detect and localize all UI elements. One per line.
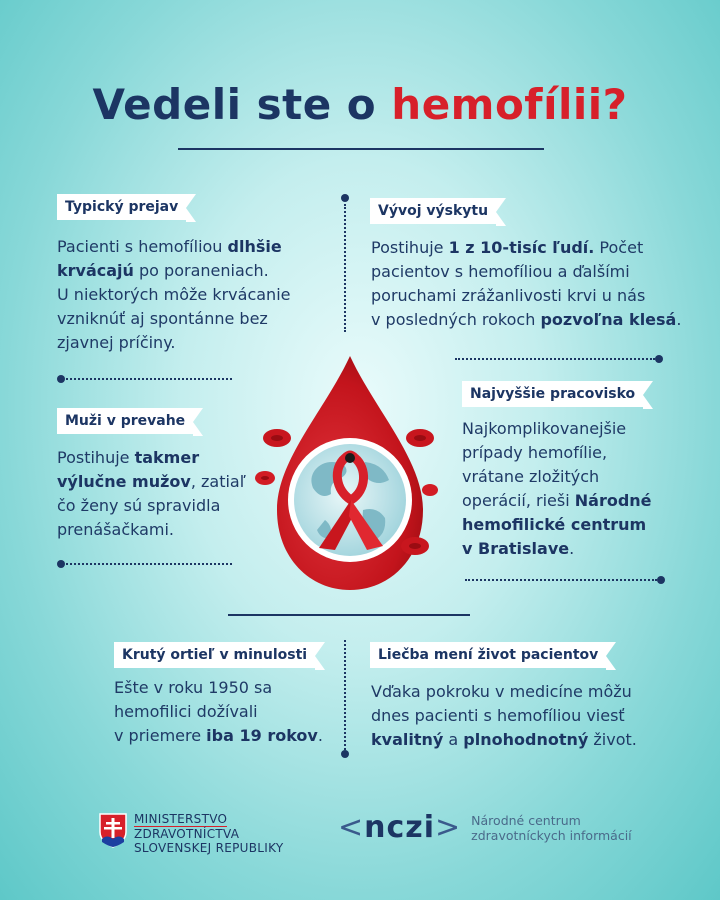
dotted-divider-vertical — [344, 640, 346, 750]
nczi-wordmark: <nczi> — [338, 810, 462, 845]
text-muzi-v-prevahe: Postihuje takmer výlučne mužov, zatiaľ čo ženy sú spravidla prenášačkami. — [57, 448, 246, 539]
label-kruty-ortiel: Krutý ortieľ v minulosti — [114, 642, 315, 668]
title-underline — [178, 148, 544, 150]
blood-drop-globe-ribbon-icon — [255, 350, 445, 600]
dotted-divider — [66, 378, 232, 380]
slovak-coat-of-arms-icon — [98, 812, 128, 848]
divider-dot — [341, 194, 349, 202]
label-liecba: Liečba mení život pacientov — [370, 642, 606, 668]
divider-dot — [57, 375, 65, 383]
section-divider — [228, 614, 470, 616]
ministry-name: MINISTERSTVO ZDRAVOTNÍCTVA SLOVENSKEJ REPUBLIKY — [134, 812, 284, 855]
dotted-divider — [66, 563, 232, 565]
text-liecba: Vďaka pokroku v medicíne môžu dnes pacienti s hemofíliou viesť kvalitný a plnohodnotný život. — [371, 682, 637, 749]
divider-dot — [657, 576, 665, 584]
ministry-logo — [98, 812, 283, 855]
dotted-divider-vertical — [344, 204, 346, 332]
divider-dot — [341, 750, 349, 758]
text-najvyssie-pracovisko: Najkomplikovanejšie prípady hemofílie, vrátane zložitých operácií, rieši Národné hemofilické centrum v Bratislave. — [462, 419, 652, 558]
label-typicky-prejav: Typický prejav — [57, 194, 186, 220]
divider-dot — [57, 560, 65, 568]
title-part-1: Vedeli ste o — [92, 80, 392, 129]
label-najvyssie-pracovisko: Najvyššie pracovisko — [462, 381, 643, 407]
title-part-2: hemofílii? — [391, 80, 628, 129]
text-typicky-prejav: Pacienti s hemofíliou dlhšie krvácajú po poraneniach. U niektorých môže krvácanie vzniknúť aj spontánne bez zjavnej príčiny. — [57, 237, 291, 352]
dotted-divider — [455, 358, 655, 360]
dotted-divider — [465, 579, 657, 581]
label-muzi-v-prevahe: Muži v prevahe — [57, 408, 193, 434]
divider-dot — [655, 355, 663, 363]
nczi-full-name: Národné centrum zdravotníckych informácií — [471, 812, 632, 843]
nczi-logo — [338, 810, 632, 845]
label-vyvoj-vyskytu: Vývoj výskytu — [370, 198, 496, 224]
text-vyvoj-vyskytu: Postihuje 1 z 10-tisíc ľudí. Počet pacientov s hemofíliou a ďalšími poruchami zrážanlivosti krvi u nás v posledných rokoch pozvoľna klesá. — [371, 238, 682, 329]
page-title — [0, 80, 720, 129]
text-kruty-ortiel: Ešte v roku 1950 sa hemofilici dožívali v priemere iba 19 rokov. — [114, 678, 323, 745]
